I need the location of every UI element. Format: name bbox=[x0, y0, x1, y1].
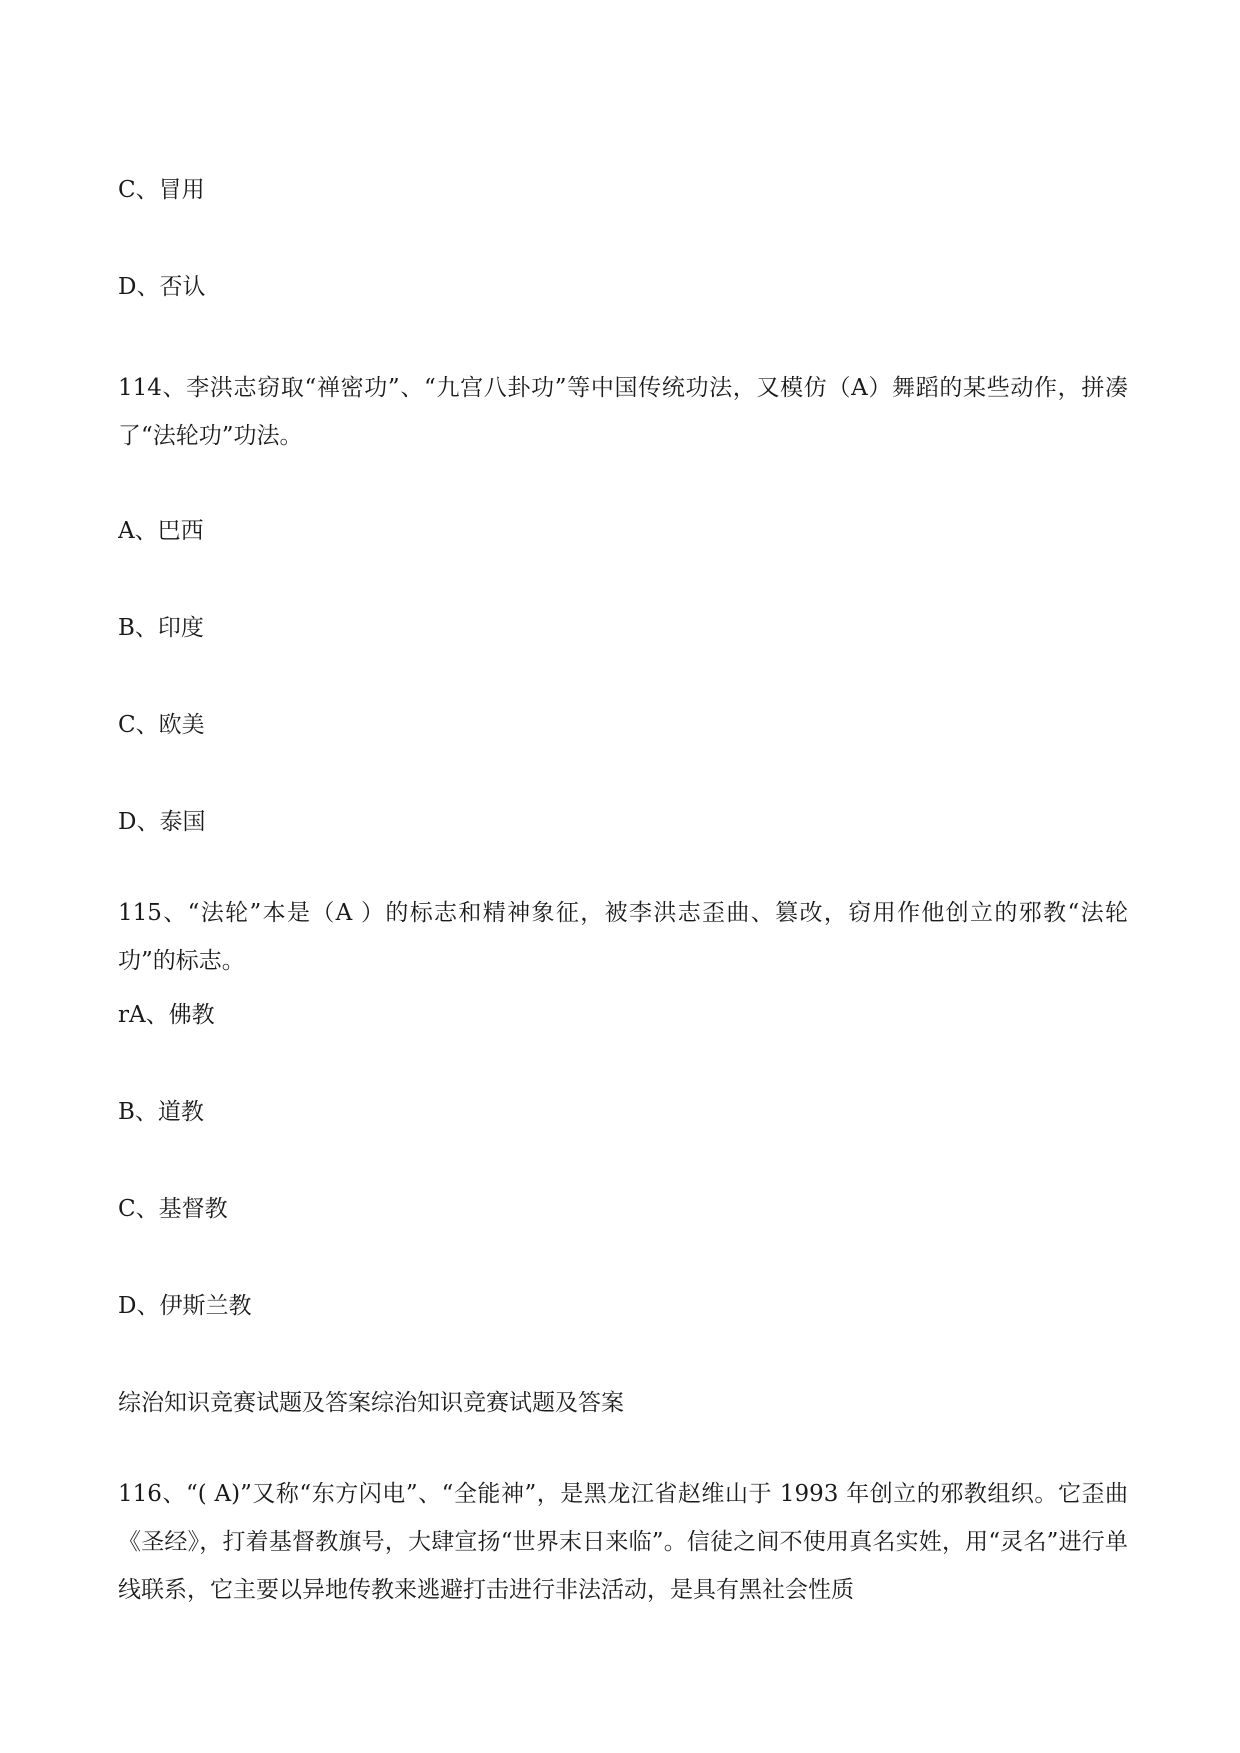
q115-option-a: rA、佛教 bbox=[118, 1002, 215, 1028]
q113-option-c: C、冒用 bbox=[118, 177, 205, 203]
q114-question: 114、李洪志窃取“禅密功”、“九宫八卦功”等中国传统功法，又模仿（A）舞蹈的某些动作，拼凑了“法轮功”功法。 bbox=[118, 375, 1128, 449]
q115-option-c: C、基督教 bbox=[118, 1196, 228, 1222]
section-heading: 综治知识竞赛试题及答案综治知识竞赛试题及答案 bbox=[118, 1390, 624, 1416]
q114-option-b: B、印度 bbox=[118, 615, 204, 641]
q115-option-d: D、伊斯兰教 bbox=[118, 1293, 252, 1319]
q114-option-d: D、泰国 bbox=[118, 809, 206, 835]
q114-option-a: A、巴西 bbox=[118, 518, 204, 544]
q114-option-c: C、欧美 bbox=[118, 712, 205, 738]
q115-option-b: B、道教 bbox=[118, 1099, 204, 1125]
q113-option-d: D、否认 bbox=[118, 274, 206, 300]
q115-question: 115、“法轮”本是（A ）的标志和精神象征，被李洪志歪曲、篡改，窃用作他创立的邪教“法轮功”的标志。 bbox=[118, 900, 1128, 974]
q116-question: 116、“( A)”又称“东方闪电”、“全能神”，是黑龙江省赵维山于 1993 年创立的邪教组织。它歪曲《圣经》，打着基督教旗号，大肆宣扬“世界末日来临”。信徒之间不使用真名实姓，用“灵名”进行单线联系，它主要以异地传教来逃避打击进行非法活动，是具有黑社会性质 bbox=[118, 1481, 1128, 1603]
